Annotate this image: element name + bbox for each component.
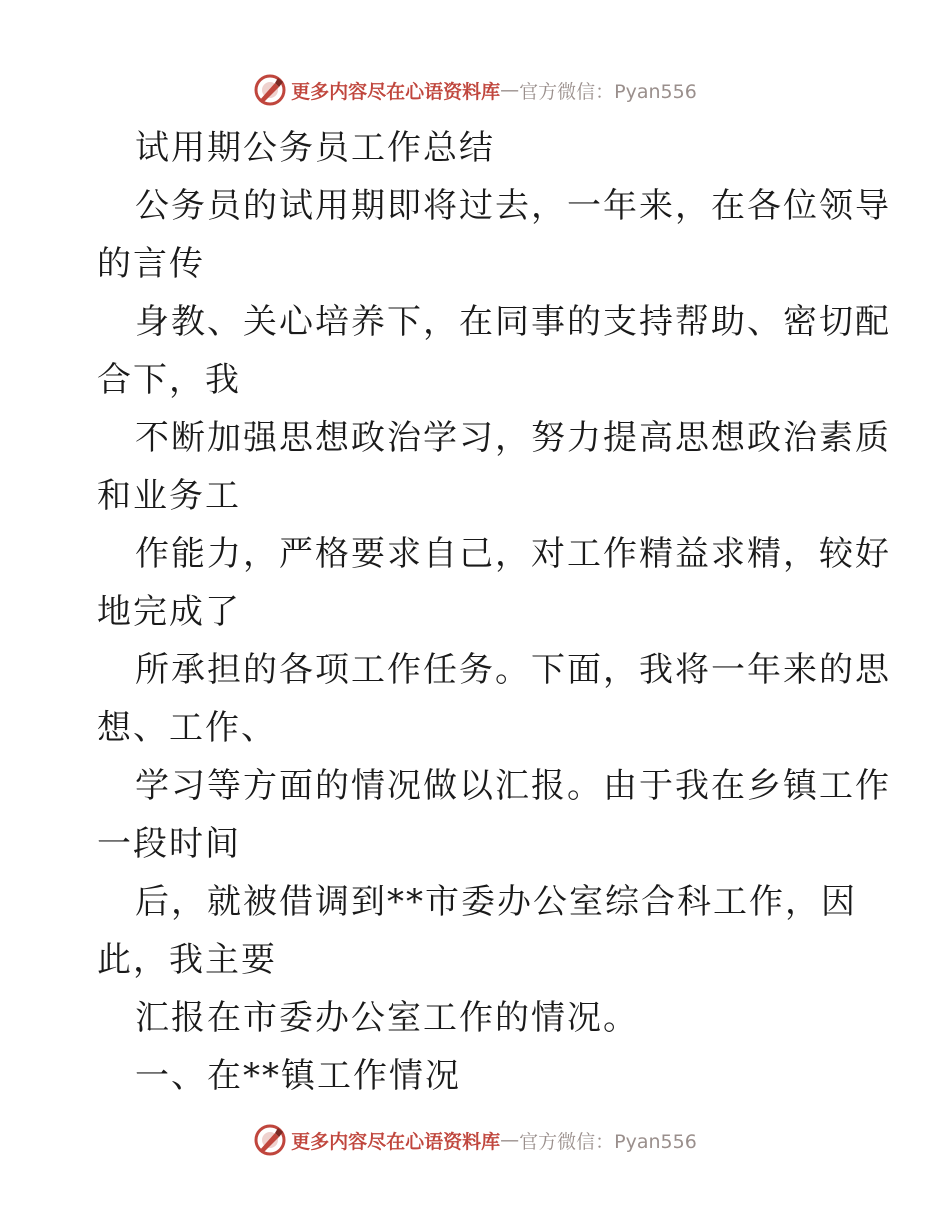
paragraph-line: 想、工作、 (97, 708, 277, 748)
paragraph-line: 一段时间 (97, 824, 241, 864)
paragraph-line: 和业务工 (97, 476, 241, 516)
paragraph-line: 所承担的各项工作任务。下面，我将一年来的思 (135, 650, 891, 690)
paragraph-line: 不断加强思想政治学习，努力提高思想政治素质 (135, 418, 891, 458)
footer-watermark (0, 1120, 950, 1160)
watermark-contact: 官方微信：Pyan556 (519, 1130, 697, 1153)
paragraph-line: 汇报在市委办公室工作的情况。 (135, 998, 639, 1038)
pen-logo-icon (253, 1123, 287, 1157)
paragraph-line: 身教、关心培养下，在同事的支持帮助、密切配 (135, 302, 891, 342)
watermark-dash: — (500, 1129, 520, 1151)
paragraph-line: 此，我主要 (97, 940, 277, 980)
paragraph-line: 后，就被借调到**市委办公室综合科工作，因 (135, 882, 857, 922)
watermark-dash: — (500, 79, 520, 101)
paragraph-line: 合下，我 (97, 360, 241, 400)
pen-logo-icon (253, 73, 287, 107)
document-title: 试用期公务员工作总结 (135, 128, 495, 168)
header-watermark (0, 70, 950, 110)
watermark-brand: 更多内容尽在心语资料库 (291, 1130, 501, 1153)
paragraph-line: 的言传 (97, 244, 205, 284)
watermark-contact: 官方微信：Pyan556 (519, 80, 697, 103)
section-heading: 一、在**镇工作情况 (135, 1056, 461, 1096)
paragraph-line: 公务员的试用期即将过去，一年来，在各位领导 (135, 186, 891, 226)
paragraph-line: 学习等方面的情况做以汇报。由于我在乡镇工作 (135, 766, 891, 806)
paragraph-line: 地完成了 (97, 592, 241, 632)
paragraph-line: 作能力，严格要求自己，对工作精益求精，较好 (135, 534, 891, 574)
watermark-brand: 更多内容尽在心语资料库 (291, 80, 501, 103)
